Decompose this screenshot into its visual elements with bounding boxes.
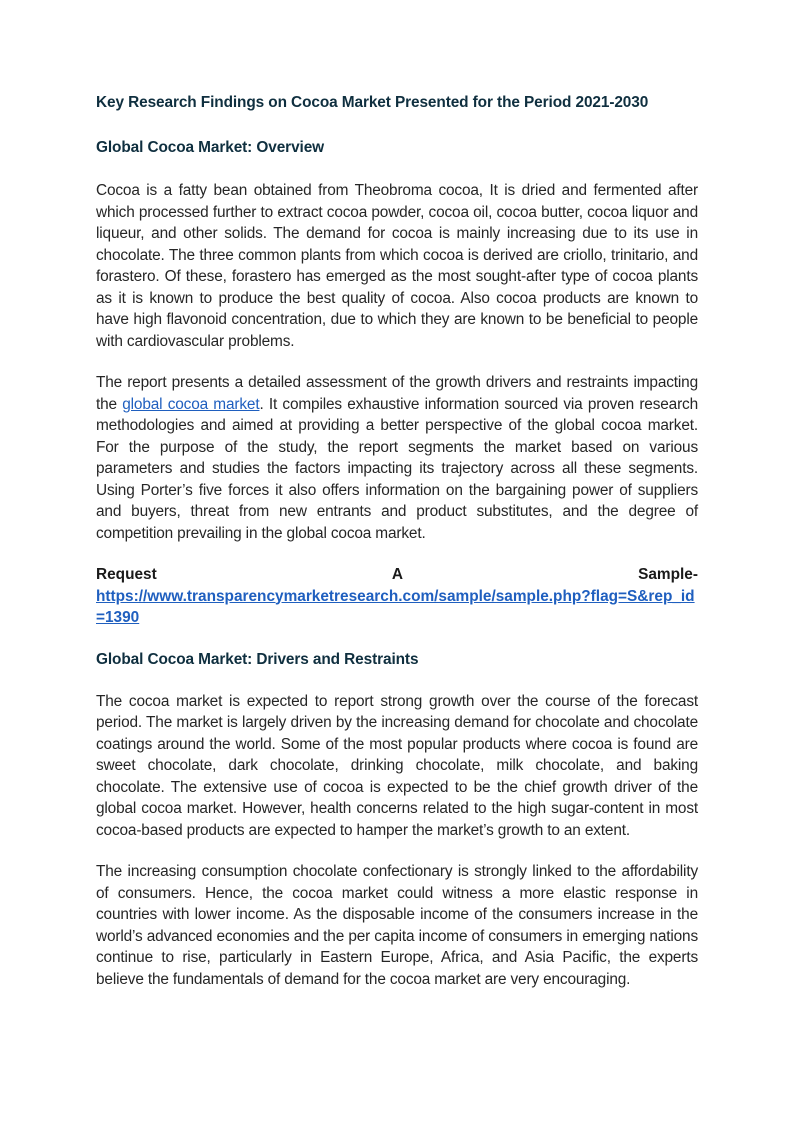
section-heading-overview: Global Cocoa Market: Overview	[96, 139, 325, 156]
section-heading-drivers-restraints: Global Cocoa Market: Drivers and Restraints	[96, 650, 419, 668]
request-sample-block	[96, 564, 698, 629]
request-word: Request	[96, 566, 157, 583]
request-word: Sample-	[638, 566, 698, 583]
paragraph-text: . It compiles exhaustive information sourced via proven research methodologies and aimed at providing a better perspective of the global cocoa market. For the purpose of the study, the report segments the market based on various parameters and studies the factors impacting its trajectory across all these segments. Using Porter’s five forces it also offers information on the bargaining power of suppliers and buyers, threat from new entrants and product substitutes, and the degree of competition prevailing in the global cocoa market.	[96, 395, 698, 542]
request-word: A	[391, 566, 403, 583]
request-sample-link[interactable]: https://www.transparencymarketresearch.com/sample/sample.php?flag=S&rep_id=1390	[96, 587, 695, 626]
overview-paragraph-1: Cocoa is a fatty bean obtained from Theobroma cocoa, It is dried and fermented after which processed further to extract cocoa powder, cocoa oil, cocoa butter, cocoa liquor and liqueur, and other solids. The demand for cocoa is mainly increasing due to its use in chocolate. The three common plants from which cocoa is derived are criollo, trinitario, and forastero. Of these, forastero has emerged as the most sought-after type of cocoa plants as it is known to produce the best quality of cocoa. Also cocoa products are known to have high flavonoid concentration, due to which they are known to be beneficial to people with cardiovascular problems.	[96, 182, 698, 350]
overview-paragraph-2	[96, 372, 698, 544]
drivers-paragraph-1: The cocoa market is expected to report strong growth over the course of the forecast period. The market is largely driven by the increasing demand for chocolate and chocolate coatings around the world. Some of the most popular products where cocoa is found are sweet chocolate, dark chocolate, drinking chocolate, milk chocolate, and baking chocolate. The extensive use of cocoa is expected to be the chief growth driver of the global cocoa market. However, health concerns related to the high sugar-content in most cocoa-based products are expected to hamper the market’s growth to an extent.	[96, 692, 698, 839]
document-title: Key Research Findings on Cocoa Market Presented for the Period 2021-2030	[96, 94, 649, 111]
drivers-paragraph-2: The increasing consumption chocolate confectionary is strongly linked to the affordability of consumers. Hence, the cocoa market could witness a more elastic response in countries with lower income. As the disposable income of the consumers increase in the world’s advanced economies and the per capita income of consumers in emerging nations continue to rise, particularly in Eastern Europe, Africa, and Asia Pacific, the experts believe the fundamentals of demand for the cocoa market are very encouraging.	[96, 863, 698, 988]
paragraph-text: The report presents a detailed assessment of the growth drivers and restraints impacting the	[96, 374, 698, 413]
global-cocoa-market-link[interactable]: global cocoa market	[122, 395, 260, 413]
document-page	[96, 93, 698, 990]
request-sample-label	[96, 564, 698, 586]
